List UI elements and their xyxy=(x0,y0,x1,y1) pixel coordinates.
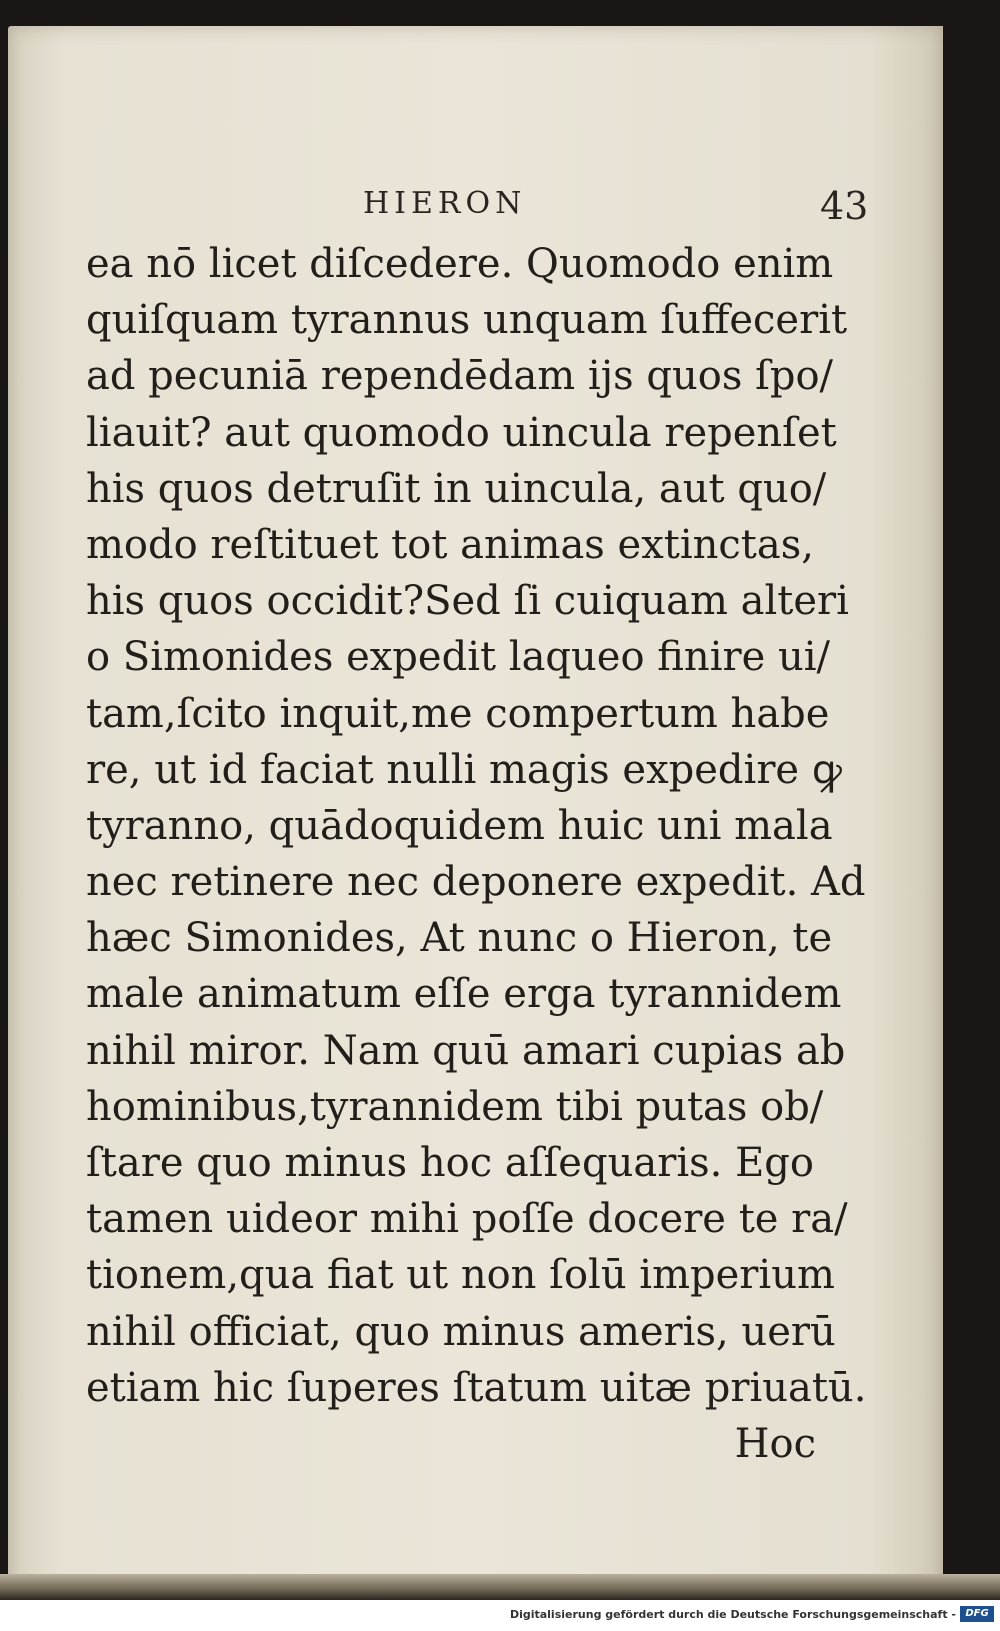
page-header xyxy=(8,184,943,234)
text-line: ſtare quo minus hoc aſſequaris. Ego xyxy=(86,1140,814,1186)
text-line: nihil miror. Nam quū amari cupias ab xyxy=(86,1027,846,1074)
text-line: hominibus,tyrannidem tibi putas ob/ xyxy=(86,1083,824,1130)
text-line: ad pecuniā rependēdam ijs quos ſpo/ xyxy=(86,353,834,400)
text-line: male animatum eſſe erga tyrannidem xyxy=(86,971,842,1018)
text-line: nihil officiat, quo minus ameris, uerū xyxy=(86,1308,836,1355)
text-line: nec retinere nec deponere expedit. Ad xyxy=(86,859,866,906)
text-line: ea nō licet diſcedere. Quomodo enim xyxy=(86,241,834,287)
catchword: Hoc xyxy=(734,1420,816,1467)
body-text xyxy=(86,236,867,1472)
running-title: HIERON xyxy=(363,186,527,221)
text-line: re, ut id faciat nulli magis expedire ꝙ xyxy=(86,746,842,793)
text-line: quiſquam tyrannus unquam ſuffecerit xyxy=(86,297,848,344)
text-line: o Simonides expedit laqueo finire ui/ xyxy=(86,634,831,681)
text-line: liauit? aut quomodo uincula repenſet xyxy=(86,409,837,456)
text-line: etiam hic ſuperes ſtatum uitæ priuatū. xyxy=(86,1364,867,1411)
text-line: his quos detruſit in uincula, aut quo/ xyxy=(86,465,827,512)
page-number: 43 xyxy=(820,184,869,228)
page-edge xyxy=(0,1574,1000,1600)
text-line: his quos occidit?Sed ſi cuiquam alteri xyxy=(86,578,849,625)
book-page xyxy=(8,26,943,1596)
digitization-credit: Digitalisierung gefördert durch die Deutsche Forschungsgemeinschaft - xyxy=(509,1608,956,1621)
text-line: hæc Simonides, At nunc o Hieron, te xyxy=(86,915,833,962)
text-line: tamen uideor mihi poſſe docere te ra/ xyxy=(86,1196,848,1243)
dfg-logo: DFG xyxy=(960,1606,994,1622)
text-line: modo reſtituet tot animas extinctas, xyxy=(86,521,814,568)
digitization-footer xyxy=(0,1600,1000,1631)
text-line: tionem,qua fiat ut non ſolū imperium xyxy=(86,1252,835,1299)
text-line: tam,ſcito inquit,me compertum habe xyxy=(86,690,830,737)
text-line: tyranno, quādoquidem huic uni mala xyxy=(86,802,833,849)
